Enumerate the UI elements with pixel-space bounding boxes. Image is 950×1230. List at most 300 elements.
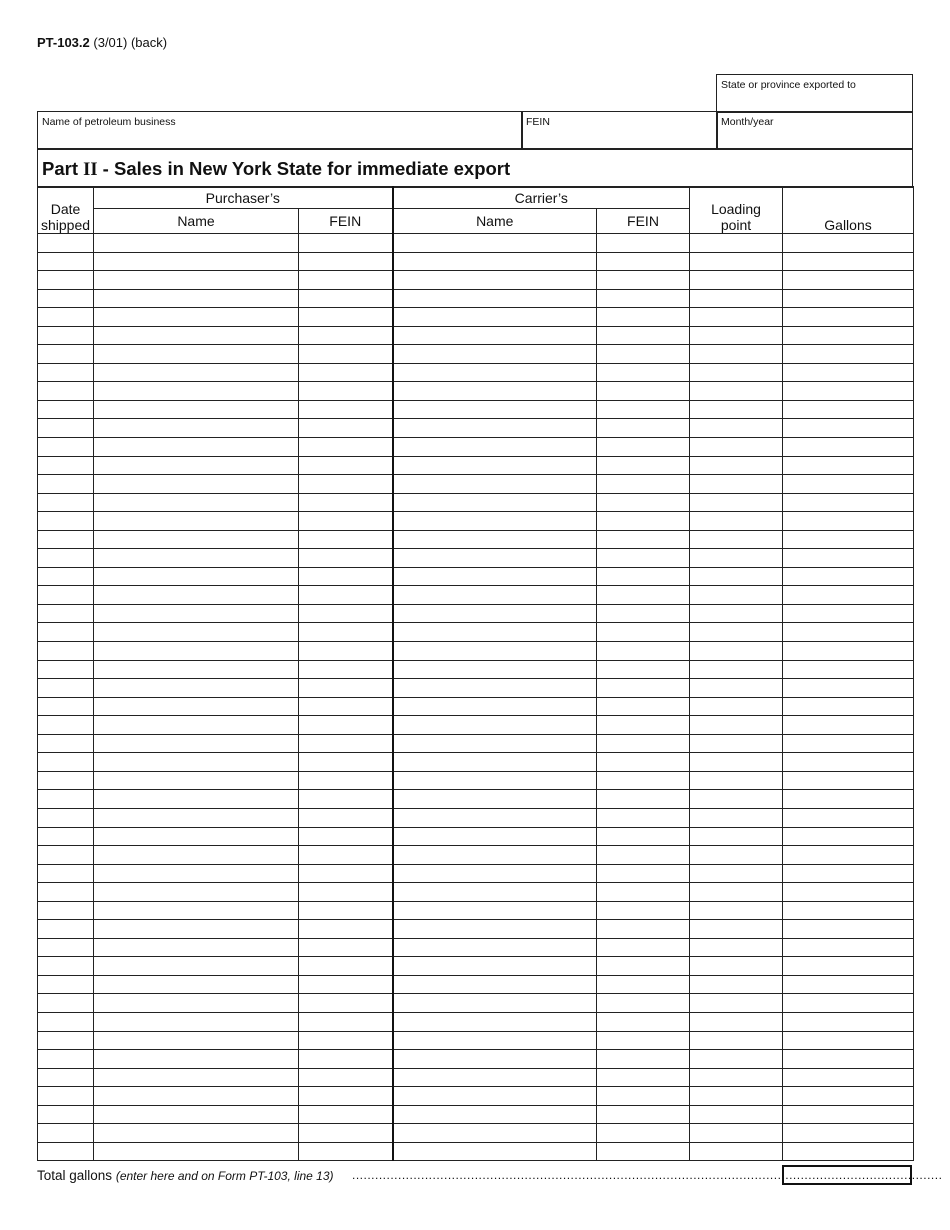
date-shipped-cell[interactable] — [38, 790, 94, 809]
carrier-fein-cell[interactable] — [597, 883, 690, 902]
carrier-name-cell[interactable] — [393, 771, 597, 790]
date-shipped-cell[interactable] — [38, 901, 94, 920]
date-shipped-cell[interactable] — [38, 938, 94, 957]
carrier-fein-cell[interactable] — [597, 697, 690, 716]
gallons-cell[interactable] — [783, 808, 914, 827]
gallons-cell[interactable] — [783, 363, 914, 382]
carrier-fein-cell[interactable] — [597, 753, 690, 772]
date-shipped-cell[interactable] — [38, 734, 94, 753]
purchaser-name-cell[interactable] — [94, 938, 299, 957]
loading-point-cell[interactable] — [690, 734, 783, 753]
purchaser-fein-cell[interactable] — [299, 994, 393, 1013]
carrier-fein-cell[interactable] — [597, 734, 690, 753]
carrier-fein-cell[interactable] — [597, 994, 690, 1013]
carrier-fein-cell[interactable] — [597, 1142, 690, 1161]
purchaser-fein-cell[interactable] — [299, 1087, 393, 1106]
purchaser-fein-cell[interactable] — [299, 660, 393, 679]
purchaser-name-cell[interactable] — [94, 827, 299, 846]
carrier-fein-cell[interactable] — [597, 660, 690, 679]
loading-point-cell[interactable] — [690, 456, 783, 475]
purchaser-fein-cell[interactable] — [299, 419, 393, 438]
carrier-fein-cell[interactable] — [597, 679, 690, 698]
loading-point-cell[interactable] — [690, 289, 783, 308]
loading-point-cell[interactable] — [690, 697, 783, 716]
carrier-name-cell[interactable] — [393, 790, 597, 809]
gallons-cell[interactable] — [783, 771, 914, 790]
loading-point-cell[interactable] — [690, 604, 783, 623]
purchaser-fein-cell[interactable] — [299, 308, 393, 327]
purchaser-name-cell[interactable] — [94, 697, 299, 716]
date-shipped-cell[interactable] — [38, 1012, 94, 1031]
gallons-cell[interactable] — [783, 1068, 914, 1087]
carrier-fein-cell[interactable] — [597, 530, 690, 549]
purchaser-fein-cell[interactable] — [299, 1068, 393, 1087]
loading-point-cell[interactable] — [690, 827, 783, 846]
date-shipped-cell[interactable] — [38, 808, 94, 827]
gallons-cell[interactable] — [783, 252, 914, 271]
purchaser-name-cell[interactable] — [94, 1012, 299, 1031]
carrier-name-cell[interactable] — [393, 734, 597, 753]
gallons-cell[interactable] — [783, 604, 914, 623]
date-shipped-cell[interactable] — [38, 326, 94, 345]
purchaser-name-cell[interactable] — [94, 1124, 299, 1143]
purchaser-fein-cell[interactable] — [299, 679, 393, 698]
gallons-cell[interactable] — [783, 679, 914, 698]
date-shipped-cell[interactable] — [38, 864, 94, 883]
carrier-name-cell[interactable] — [393, 604, 597, 623]
purchaser-fein-cell[interactable] — [299, 697, 393, 716]
loading-point-cell[interactable] — [690, 1105, 783, 1124]
carrier-name-cell[interactable] — [393, 660, 597, 679]
purchaser-fein-cell[interactable] — [299, 400, 393, 419]
gallons-cell[interactable] — [783, 975, 914, 994]
date-shipped-cell[interactable] — [38, 957, 94, 976]
gallons-cell[interactable] — [783, 716, 914, 735]
date-shipped-cell[interactable] — [38, 920, 94, 939]
loading-point-cell[interactable] — [690, 846, 783, 865]
date-shipped-cell[interactable] — [38, 475, 94, 494]
gallons-cell[interactable] — [783, 1087, 914, 1106]
gallons-cell[interactable] — [783, 938, 914, 957]
loading-point-cell[interactable] — [690, 1124, 783, 1143]
loading-point-cell[interactable] — [690, 475, 783, 494]
loading-point-cell[interactable] — [690, 1050, 783, 1069]
purchaser-fein-cell[interactable] — [299, 642, 393, 661]
carrier-fein-cell[interactable] — [597, 252, 690, 271]
carrier-fein-cell[interactable] — [597, 586, 690, 605]
gallons-cell[interactable] — [783, 920, 914, 939]
purchaser-name-cell[interactable] — [94, 326, 299, 345]
carrier-name-cell[interactable] — [393, 363, 597, 382]
loading-point-cell[interactable] — [690, 1031, 783, 1050]
date-shipped-cell[interactable] — [38, 400, 94, 419]
purchaser-name-cell[interactable] — [94, 400, 299, 419]
purchaser-name-cell[interactable] — [94, 957, 299, 976]
loading-point-cell[interactable] — [690, 512, 783, 531]
gallons-cell[interactable] — [783, 1124, 914, 1143]
purchaser-name-cell[interactable] — [94, 994, 299, 1013]
loading-point-cell[interactable] — [690, 994, 783, 1013]
carrier-fein-cell[interactable] — [597, 864, 690, 883]
loading-point-cell[interactable] — [690, 326, 783, 345]
carrier-fein-cell[interactable] — [597, 567, 690, 586]
purchaser-name-cell[interactable] — [94, 512, 299, 531]
date-shipped-cell[interactable] — [38, 234, 94, 253]
carrier-name-cell[interactable] — [393, 549, 597, 568]
loading-point-cell[interactable] — [690, 864, 783, 883]
date-shipped-cell[interactable] — [38, 289, 94, 308]
carrier-fein-cell[interactable] — [597, 549, 690, 568]
fein-field[interactable] — [521, 111, 718, 150]
carrier-fein-cell[interactable] — [597, 1050, 690, 1069]
date-shipped-cell[interactable] — [38, 771, 94, 790]
loading-point-cell[interactable] — [690, 1142, 783, 1161]
carrier-fein-cell[interactable] — [597, 1087, 690, 1106]
gallons-cell[interactable] — [783, 1105, 914, 1124]
purchaser-fein-cell[interactable] — [299, 1050, 393, 1069]
carrier-fein-cell[interactable] — [597, 1068, 690, 1087]
purchaser-fein-cell[interactable] — [299, 975, 393, 994]
gallons-cell[interactable] — [783, 864, 914, 883]
carrier-name-cell[interactable] — [393, 920, 597, 939]
business-name-field[interactable] — [37, 111, 523, 150]
date-shipped-cell[interactable] — [38, 1087, 94, 1106]
loading-point-cell[interactable] — [690, 234, 783, 253]
purchaser-fein-cell[interactable] — [299, 957, 393, 976]
loading-point-cell[interactable] — [690, 567, 783, 586]
loading-point-cell[interactable] — [690, 660, 783, 679]
purchaser-fein-cell[interactable] — [299, 567, 393, 586]
gallons-cell[interactable] — [783, 549, 914, 568]
loading-point-cell[interactable] — [690, 400, 783, 419]
purchaser-fein-cell[interactable] — [299, 363, 393, 382]
purchaser-name-cell[interactable] — [94, 1105, 299, 1124]
purchaser-name-cell[interactable] — [94, 419, 299, 438]
date-shipped-cell[interactable] — [38, 623, 94, 642]
carrier-fein-cell[interactable] — [597, 289, 690, 308]
carrier-name-cell[interactable] — [393, 567, 597, 586]
carrier-name-cell[interactable] — [393, 864, 597, 883]
gallons-cell[interactable] — [783, 382, 914, 401]
loading-point-cell[interactable] — [690, 252, 783, 271]
loading-point-cell[interactable] — [690, 753, 783, 772]
loading-point-cell[interactable] — [690, 679, 783, 698]
purchaser-name-cell[interactable] — [94, 901, 299, 920]
gallons-cell[interactable] — [783, 475, 914, 494]
date-shipped-cell[interactable] — [38, 567, 94, 586]
purchaser-fein-cell[interactable] — [299, 345, 393, 364]
purchaser-fein-cell[interactable] — [299, 827, 393, 846]
loading-point-cell[interactable] — [690, 771, 783, 790]
purchaser-fein-cell[interactable] — [299, 456, 393, 475]
purchaser-name-cell[interactable] — [94, 438, 299, 457]
carrier-fein-cell[interactable] — [597, 957, 690, 976]
gallons-cell[interactable] — [783, 345, 914, 364]
purchaser-name-cell[interactable] — [94, 271, 299, 290]
purchaser-name-cell[interactable] — [94, 734, 299, 753]
purchaser-name-cell[interactable] — [94, 883, 299, 902]
purchaser-fein-cell[interactable] — [299, 604, 393, 623]
purchaser-fein-cell[interactable] — [299, 1124, 393, 1143]
carrier-name-cell[interactable] — [393, 697, 597, 716]
purchaser-name-cell[interactable] — [94, 623, 299, 642]
gallons-cell[interactable] — [783, 1142, 914, 1161]
carrier-fein-cell[interactable] — [597, 345, 690, 364]
carrier-fein-cell[interactable] — [597, 475, 690, 494]
purchaser-fein-cell[interactable] — [299, 1142, 393, 1161]
carrier-fein-cell[interactable] — [597, 512, 690, 531]
carrier-name-cell[interactable] — [393, 456, 597, 475]
carrier-fein-cell[interactable] — [597, 456, 690, 475]
carrier-name-cell[interactable] — [393, 419, 597, 438]
carrier-name-cell[interactable] — [393, 957, 597, 976]
loading-point-cell[interactable] — [690, 883, 783, 902]
gallons-cell[interactable] — [783, 642, 914, 661]
date-shipped-cell[interactable] — [38, 345, 94, 364]
loading-point-cell[interactable] — [690, 419, 783, 438]
date-shipped-cell[interactable] — [38, 679, 94, 698]
purchaser-name-cell[interactable] — [94, 771, 299, 790]
carrier-fein-cell[interactable] — [597, 771, 690, 790]
purchaser-name-cell[interactable] — [94, 846, 299, 865]
carrier-name-cell[interactable] — [393, 846, 597, 865]
date-shipped-cell[interactable] — [38, 493, 94, 512]
carrier-name-cell[interactable] — [393, 308, 597, 327]
gallons-cell[interactable] — [783, 883, 914, 902]
date-shipped-cell[interactable] — [38, 382, 94, 401]
loading-point-cell[interactable] — [690, 586, 783, 605]
carrier-fein-cell[interactable] — [597, 1012, 690, 1031]
date-shipped-cell[interactable] — [38, 308, 94, 327]
carrier-fein-cell[interactable] — [597, 1124, 690, 1143]
purchaser-fein-cell[interactable] — [299, 1031, 393, 1050]
date-shipped-cell[interactable] — [38, 1068, 94, 1087]
carrier-fein-cell[interactable] — [597, 716, 690, 735]
purchaser-name-cell[interactable] — [94, 920, 299, 939]
carrier-fein-cell[interactable] — [597, 234, 690, 253]
carrier-name-cell[interactable] — [393, 289, 597, 308]
purchaser-fein-cell[interactable] — [299, 289, 393, 308]
purchaser-name-cell[interactable] — [94, 308, 299, 327]
gallons-cell[interactable] — [783, 456, 914, 475]
gallons-cell[interactable] — [783, 734, 914, 753]
gallons-cell[interactable] — [783, 326, 914, 345]
carrier-fein-cell[interactable] — [597, 308, 690, 327]
loading-point-cell[interactable] — [690, 642, 783, 661]
gallons-cell[interactable] — [783, 289, 914, 308]
carrier-name-cell[interactable] — [393, 1124, 597, 1143]
purchaser-name-cell[interactable] — [94, 864, 299, 883]
gallons-cell[interactable] — [783, 1050, 914, 1069]
carrier-fein-cell[interactable] — [597, 363, 690, 382]
purchaser-name-cell[interactable] — [94, 604, 299, 623]
date-shipped-cell[interactable] — [38, 1142, 94, 1161]
loading-point-cell[interactable] — [690, 345, 783, 364]
purchaser-name-cell[interactable] — [94, 382, 299, 401]
carrier-fein-cell[interactable] — [597, 438, 690, 457]
carrier-name-cell[interactable] — [393, 938, 597, 957]
carrier-fein-cell[interactable] — [597, 901, 690, 920]
date-shipped-cell[interactable] — [38, 753, 94, 772]
date-shipped-cell[interactable] — [38, 1031, 94, 1050]
purchaser-fein-cell[interactable] — [299, 493, 393, 512]
loading-point-cell[interactable] — [690, 938, 783, 957]
purchaser-name-cell[interactable] — [94, 808, 299, 827]
purchaser-fein-cell[interactable] — [299, 549, 393, 568]
gallons-cell[interactable] — [783, 419, 914, 438]
carrier-name-cell[interactable] — [393, 493, 597, 512]
loading-point-cell[interactable] — [690, 1012, 783, 1031]
purchaser-fein-cell[interactable] — [299, 920, 393, 939]
purchaser-name-cell[interactable] — [94, 790, 299, 809]
loading-point-cell[interactable] — [690, 808, 783, 827]
gallons-cell[interactable] — [783, 1031, 914, 1050]
purchaser-name-cell[interactable] — [94, 530, 299, 549]
purchaser-name-cell[interactable] — [94, 234, 299, 253]
purchaser-name-cell[interactable] — [94, 716, 299, 735]
purchaser-name-cell[interactable] — [94, 753, 299, 772]
loading-point-cell[interactable] — [690, 623, 783, 642]
carrier-name-cell[interactable] — [393, 808, 597, 827]
carrier-name-cell[interactable] — [393, 623, 597, 642]
carrier-name-cell[interactable] — [393, 271, 597, 290]
date-shipped-cell[interactable] — [38, 1124, 94, 1143]
carrier-name-cell[interactable] — [393, 901, 597, 920]
carrier-fein-cell[interactable] — [597, 920, 690, 939]
date-shipped-cell[interactable] — [38, 586, 94, 605]
purchaser-fein-cell[interactable] — [299, 326, 393, 345]
date-shipped-cell[interactable] — [38, 1105, 94, 1124]
carrier-fein-cell[interactable] — [597, 975, 690, 994]
gallons-cell[interactable] — [783, 493, 914, 512]
gallons-cell[interactable] — [783, 512, 914, 531]
carrier-name-cell[interactable] — [393, 753, 597, 772]
purchaser-name-cell[interactable] — [94, 456, 299, 475]
gallons-cell[interactable] — [783, 846, 914, 865]
gallons-cell[interactable] — [783, 586, 914, 605]
carrier-name-cell[interactable] — [393, 1012, 597, 1031]
gallons-cell[interactable] — [783, 530, 914, 549]
gallons-cell[interactable] — [783, 1012, 914, 1031]
loading-point-cell[interactable] — [690, 308, 783, 327]
date-shipped-cell[interactable] — [38, 419, 94, 438]
purchaser-name-cell[interactable] — [94, 586, 299, 605]
gallons-cell[interactable] — [783, 271, 914, 290]
date-shipped-cell[interactable] — [38, 697, 94, 716]
carrier-name-cell[interactable] — [393, 512, 597, 531]
date-shipped-cell[interactable] — [38, 604, 94, 623]
loading-point-cell[interactable] — [690, 382, 783, 401]
state-province-field[interactable] — [716, 74, 913, 113]
carrier-fein-cell[interactable] — [597, 642, 690, 661]
carrier-name-cell[interactable] — [393, 994, 597, 1013]
purchaser-name-cell[interactable] — [94, 975, 299, 994]
carrier-fein-cell[interactable] — [597, 326, 690, 345]
purchaser-name-cell[interactable] — [94, 1031, 299, 1050]
purchaser-fein-cell[interactable] — [299, 475, 393, 494]
date-shipped-cell[interactable] — [38, 530, 94, 549]
purchaser-name-cell[interactable] — [94, 363, 299, 382]
carrier-name-cell[interactable] — [393, 1105, 597, 1124]
carrier-name-cell[interactable] — [393, 1068, 597, 1087]
carrier-name-cell[interactable] — [393, 475, 597, 494]
carrier-name-cell[interactable] — [393, 716, 597, 735]
purchaser-fein-cell[interactable] — [299, 530, 393, 549]
carrier-fein-cell[interactable] — [597, 271, 690, 290]
loading-point-cell[interactable] — [690, 363, 783, 382]
loading-point-cell[interactable] — [690, 957, 783, 976]
purchaser-fein-cell[interactable] — [299, 790, 393, 809]
loading-point-cell[interactable] — [690, 716, 783, 735]
carrier-fein-cell[interactable] — [597, 1105, 690, 1124]
gallons-cell[interactable] — [783, 567, 914, 586]
carrier-name-cell[interactable] — [393, 679, 597, 698]
loading-point-cell[interactable] — [690, 438, 783, 457]
purchaser-fein-cell[interactable] — [299, 716, 393, 735]
purchaser-name-cell[interactable] — [94, 660, 299, 679]
carrier-name-cell[interactable] — [393, 326, 597, 345]
gallons-cell[interactable] — [783, 400, 914, 419]
purchaser-name-cell[interactable] — [94, 1068, 299, 1087]
carrier-name-cell[interactable] — [393, 252, 597, 271]
purchaser-fein-cell[interactable] — [299, 901, 393, 920]
purchaser-name-cell[interactable] — [94, 549, 299, 568]
carrier-name-cell[interactable] — [393, 1087, 597, 1106]
loading-point-cell[interactable] — [690, 790, 783, 809]
purchaser-fein-cell[interactable] — [299, 234, 393, 253]
purchaser-fein-cell[interactable] — [299, 512, 393, 531]
loading-point-cell[interactable] — [690, 271, 783, 290]
carrier-name-cell[interactable] — [393, 1050, 597, 1069]
purchaser-fein-cell[interactable] — [299, 734, 393, 753]
gallons-cell[interactable] — [783, 660, 914, 679]
date-shipped-cell[interactable] — [38, 975, 94, 994]
carrier-fein-cell[interactable] — [597, 419, 690, 438]
carrier-fein-cell[interactable] — [597, 623, 690, 642]
purchaser-name-cell[interactable] — [94, 567, 299, 586]
purchaser-name-cell[interactable] — [94, 493, 299, 512]
purchaser-name-cell[interactable] — [94, 642, 299, 661]
carrier-fein-cell[interactable] — [597, 827, 690, 846]
gallons-cell[interactable] — [783, 957, 914, 976]
date-shipped-cell[interactable] — [38, 363, 94, 382]
purchaser-fein-cell[interactable] — [299, 1105, 393, 1124]
purchaser-fein-cell[interactable] — [299, 438, 393, 457]
total-gallons-field[interactable] — [782, 1165, 912, 1185]
carrier-fein-cell[interactable] — [597, 846, 690, 865]
carrier-name-cell[interactable] — [393, 234, 597, 253]
purchaser-name-cell[interactable] — [94, 1142, 299, 1161]
purchaser-name-cell[interactable] — [94, 679, 299, 698]
date-shipped-cell[interactable] — [38, 660, 94, 679]
carrier-name-cell[interactable] — [393, 530, 597, 549]
date-shipped-cell[interactable] — [38, 456, 94, 475]
date-shipped-cell[interactable] — [38, 271, 94, 290]
gallons-cell[interactable] — [783, 901, 914, 920]
purchaser-fein-cell[interactable] — [299, 753, 393, 772]
carrier-name-cell[interactable] — [393, 400, 597, 419]
carrier-name-cell[interactable] — [393, 345, 597, 364]
carrier-name-cell[interactable] — [393, 1031, 597, 1050]
gallons-cell[interactable] — [783, 790, 914, 809]
purchaser-fein-cell[interactable] — [299, 846, 393, 865]
gallons-cell[interactable] — [783, 438, 914, 457]
date-shipped-cell[interactable] — [38, 846, 94, 865]
carrier-name-cell[interactable] — [393, 642, 597, 661]
gallons-cell[interactable] — [783, 623, 914, 642]
purchaser-fein-cell[interactable] — [299, 382, 393, 401]
loading-point-cell[interactable] — [690, 975, 783, 994]
